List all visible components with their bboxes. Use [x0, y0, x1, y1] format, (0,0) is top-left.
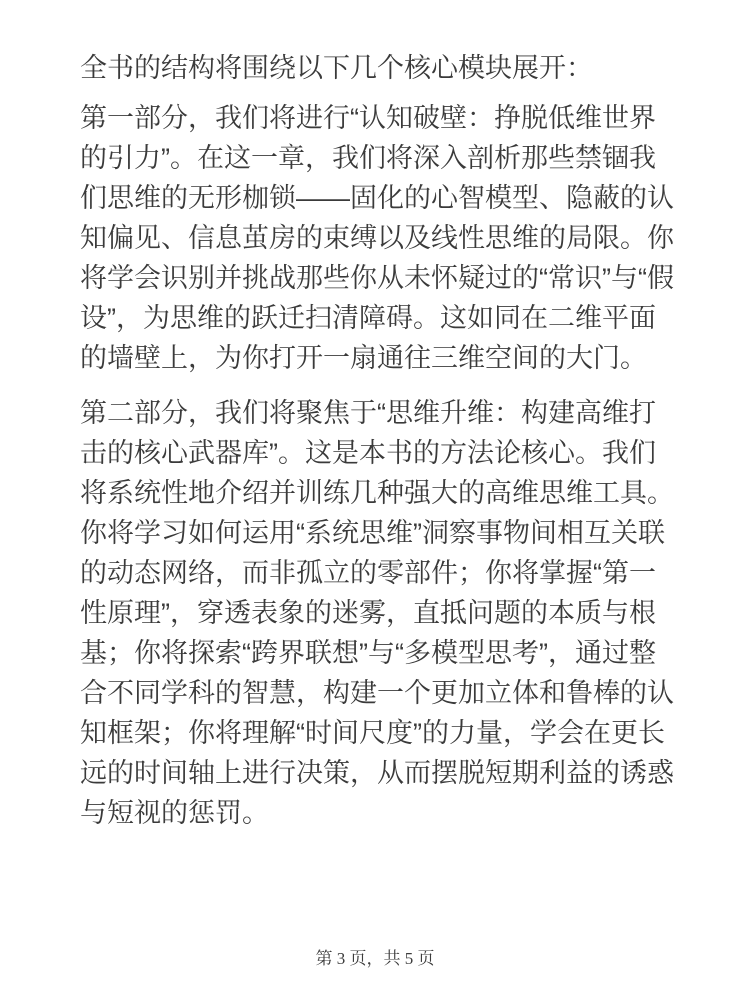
paragraph-part-one: 第一部分，我们将进行“认知破壁：挣脱低维世界的引力”。在这一章，我们将深入剖析那些禁锢我们思维的无形枷锁——固化的心智模型、隐蔽的认知偏见、信息茧房的束缚以及线性思维的局限。你将学会识别并挑战那些你从未怀疑过的“常识”与“假设”，为思维的跃迁扫清障碍。这如同在二维平面的墙壁上，为你打开一扇通往三维空间的大门。 — [80, 103, 674, 373]
page-number-indicator: 第 3 页，共 5 页 — [315, 949, 435, 968]
intro-line: 全书的结构将围绕以下几个核心模块展开： — [80, 53, 593, 83]
paragraph-part-two: 第二部分，我们将聚焦于“思维升维：构建高维打击的核心武器库”。这是本书的方法论核心。我们将系统性地介绍并训练几种强大的高维思维工具。你将学习如何运用“系统思维”洞察事物间相互关联的动态网络，而非孤立的零部件；你将掌握“第一性原理”，穿透表象的迷雾，直抵问题的本质与根基；你将探索“跨界联想”与“多模型思考”，通过整合不同学科的智慧，构建一个更加立体和鲁棒的认知框架；你将理解“时间尺度”的力量，学会在更长远的时间轴上进行决策，从而摆脱短期利益的诱惑与短视的惩罚。 — [80, 398, 674, 828]
page-body — [80, 48, 674, 848]
